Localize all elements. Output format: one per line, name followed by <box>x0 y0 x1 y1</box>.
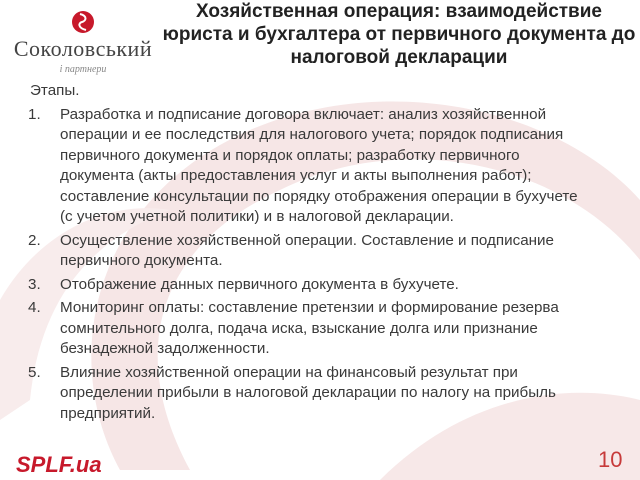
intro-text: Этапы. <box>30 82 80 99</box>
page-number: 10 <box>598 447 623 472</box>
logo-subtitle: і партнери <box>59 64 107 75</box>
list-number: 5. <box>28 363 41 381</box>
list-item-text: Осуществление хозяйственной операции. Составление и подписание первичного документа. <box>60 231 554 269</box>
slide-title: Хозяйственная операция: взаимодействие юриста и бухгалтера от первичного документа до налоговой декларации <box>162 1 636 68</box>
logo-emblem-icon <box>72 8 94 36</box>
list-item-text: Влияние хозяйственной операции на финансовый результат при определении прибыли в налоговой декларации по налогу на прибыль предприятий. <box>60 363 556 422</box>
list-number: 2. <box>28 231 41 249</box>
list-item-text: Отображение данных первичного документа в бухучете. <box>60 275 459 293</box>
company-logo <box>8 8 158 80</box>
list-item <box>30 275 590 296</box>
list-item-text: Разработка и подписание договора включает: анализ хозяйственной операции и ее последствия для налогового учета; порядок подписания первичного документа и порядок оплаты; разработку первичного документа (акты предоставления услуг и акты выполнения работ); составление консультации по порядку отображения операции в бухучете (с учетом учетной политики) и в налоговой декларации. <box>60 105 578 225</box>
list-item-text: Мониторинг оплаты: составление претензии и формирование резерва сомнительного долга, подача иска, взыскание долга или признание безнадежной задолженности. <box>60 299 559 357</box>
site-watermark: SPLF.ua <box>16 452 102 477</box>
list-item <box>30 363 590 425</box>
list-number: 4. <box>28 299 41 316</box>
list-item <box>30 105 590 228</box>
stages-list <box>30 105 590 425</box>
list-number: 1. <box>28 105 41 123</box>
list-item <box>30 298 590 360</box>
list-item <box>30 231 590 272</box>
slide-body <box>30 81 590 424</box>
logo-name: Соколовський <box>13 36 153 61</box>
list-number: 3. <box>28 275 41 293</box>
